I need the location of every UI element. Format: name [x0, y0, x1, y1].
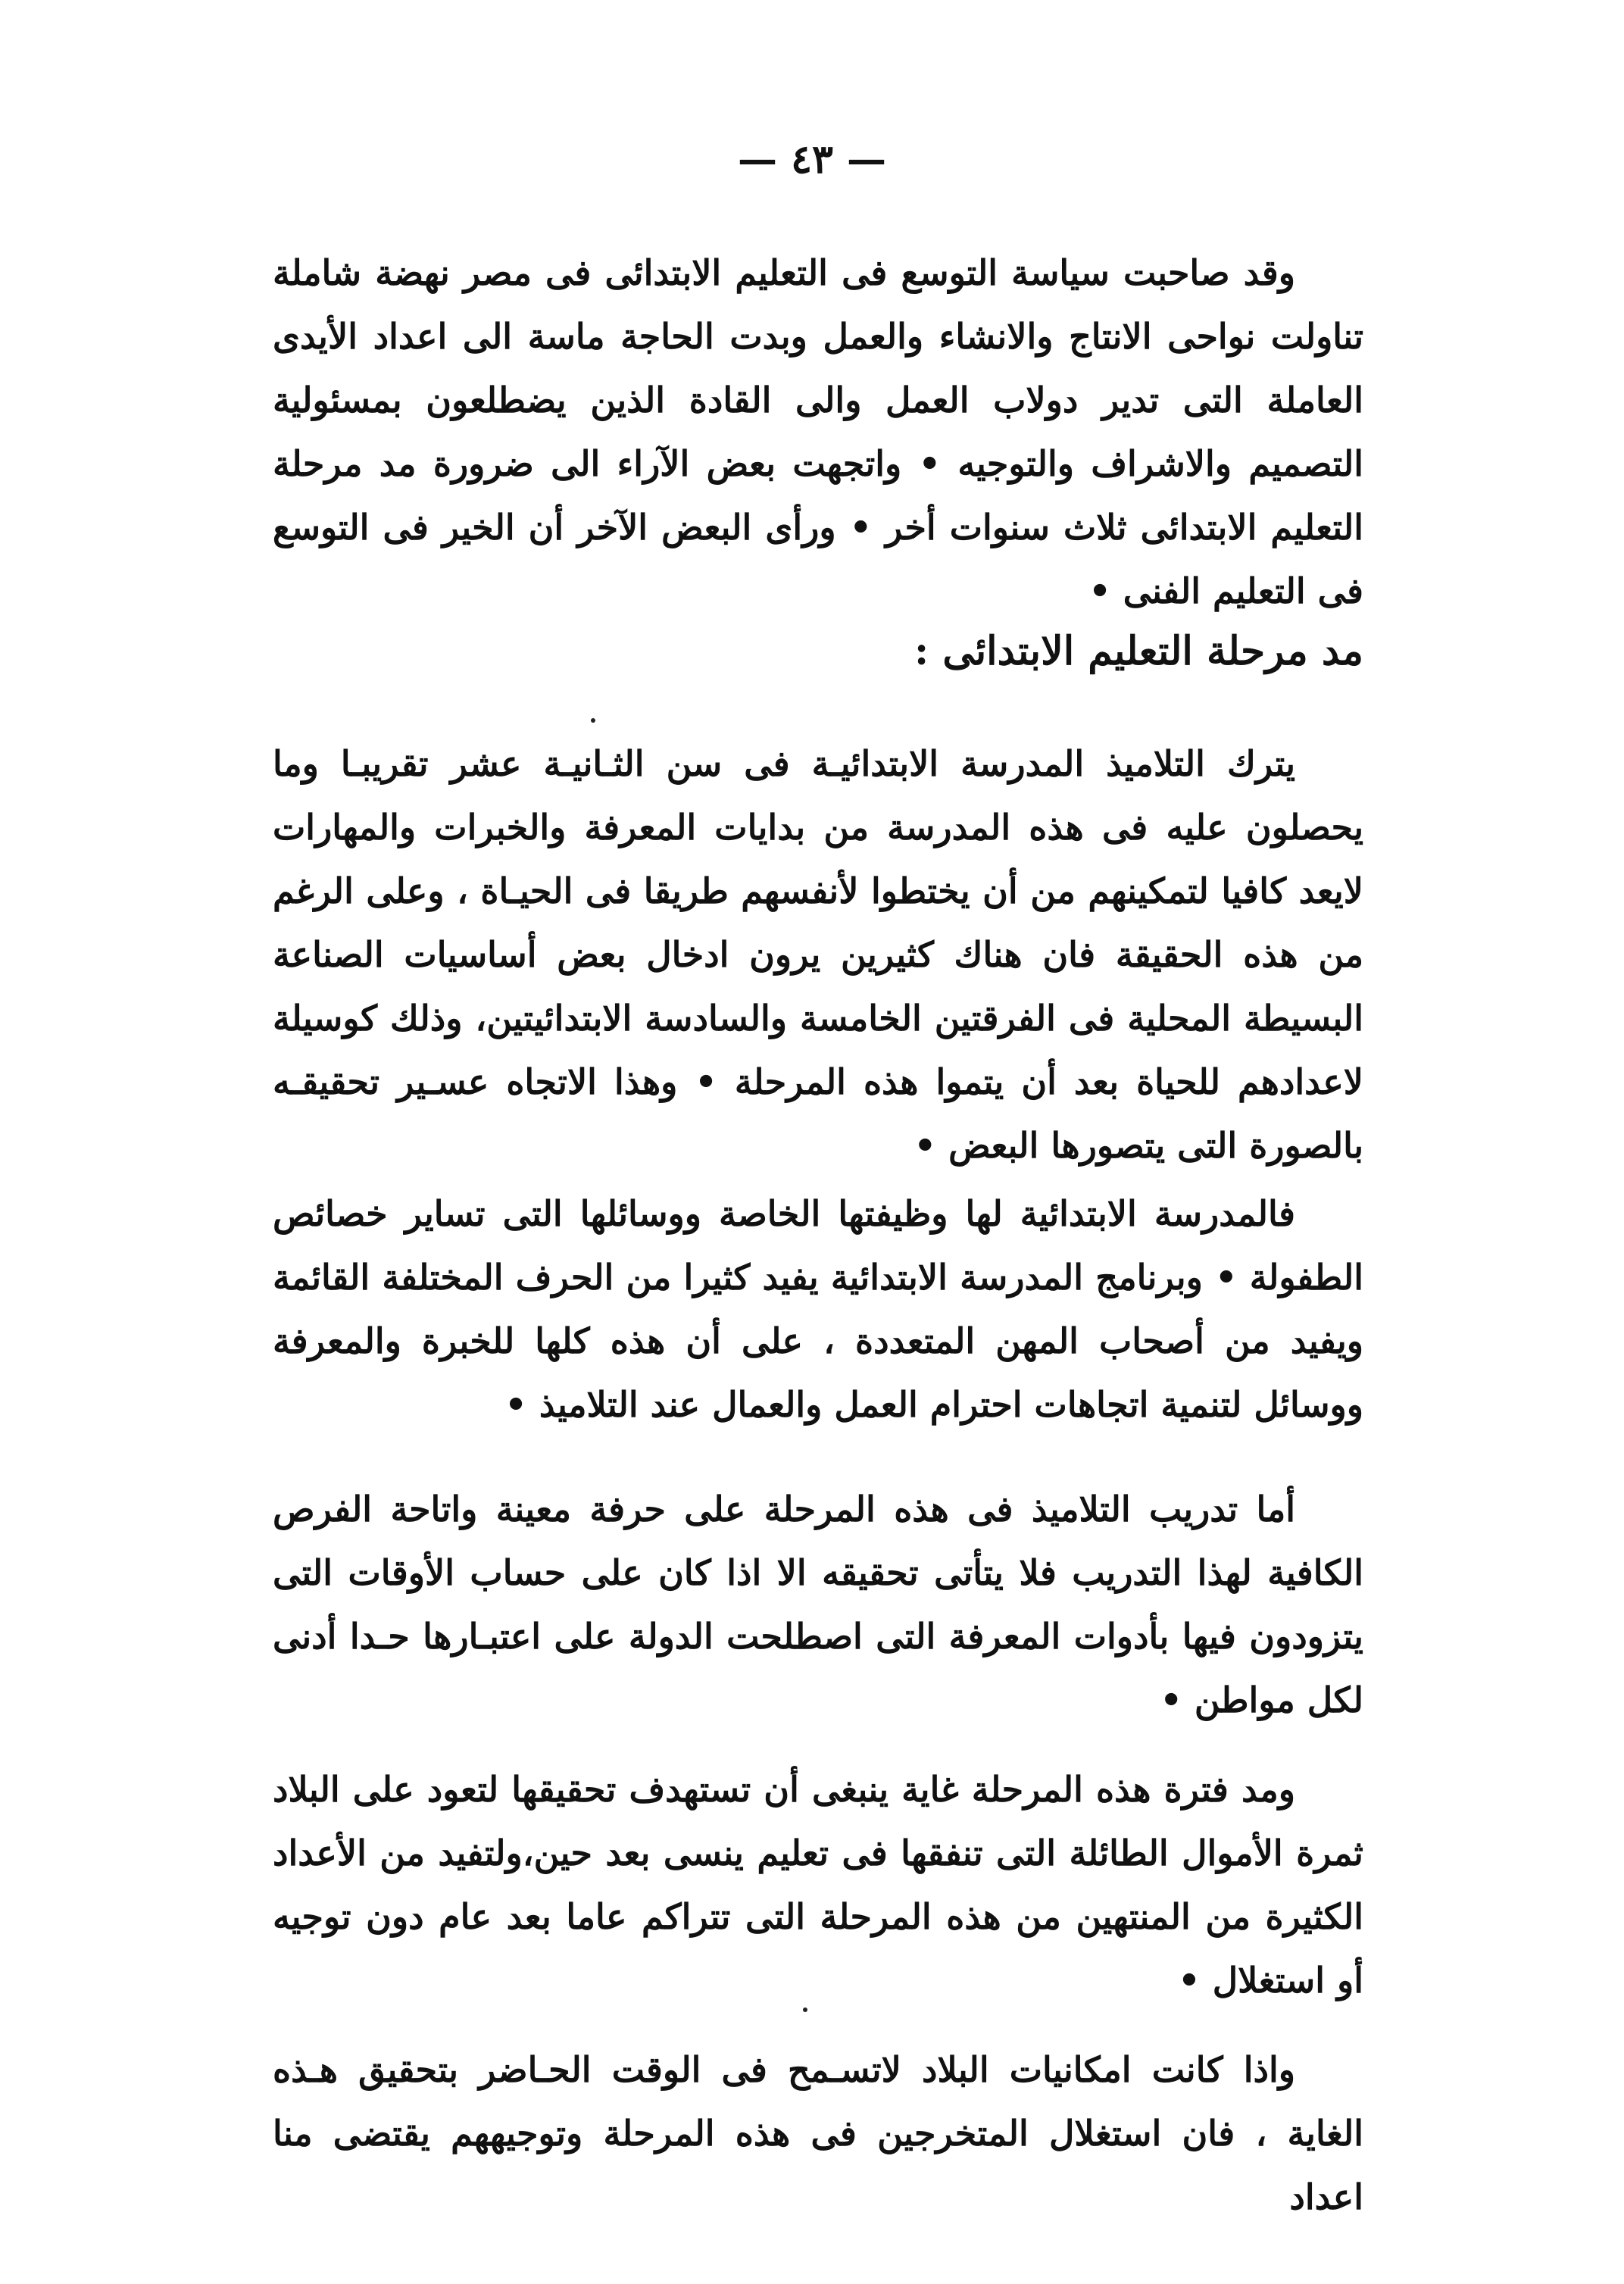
scan-speck: [591, 718, 595, 723]
paragraph-2: [273, 732, 1363, 1177]
paragraph-5-text: ومد فترة هذه المرحلة غاية ينبغى أن تستهدف تحقيقها لتعود على البلاد ثمرة الأموال الطائلة التى تنفقها فى تعليم ينسى بعد حين،ولتفيد من الأعداد الكثيرة من المنتهين من هذه المرحلة التى تتراكم عاما بعد عام دون توجيه أو استغلال •: [273, 1769, 1363, 2001]
paragraph-1: [273, 241, 1363, 623]
paragraph-6-text: واذا كانت امكانيات البلاد لاتسـمح فى الوقت الحـاضر بتحقيق هـذه الغاية ، فان استغلال المتخرجين فى هذه المرحلة وتوجيههم يقتضى منا اعداد: [273, 2049, 1363, 2217]
section-heading: مد مرحلة التعليم الابتدائى :: [914, 628, 1363, 674]
paragraph-4-text: أما تدريب التلاميذ فى هذه المرحلة على حرفة معينة واتاحة الفرص الكافية لهذا التدريب فلا يتأتى تحقيقه الا اذا كان على حساب الأوقات التى يتزودون فيها بأدوات المعرفة التى اصطلحت الدولة على اعتبـارها حـدا أدنى لكل مواطن •: [273, 1489, 1363, 1720]
paragraph-2-text: يترك التلاميذ المدرسة الابتدائيـة فى سن الثـانيـة عشر تقريبـا وما يحصلون عليه فى هذه المدرسة من بدايات المعرفة والخبرات والمهارات لايعد كافيا لتمكينهم من أن يختطوا لأنفسهم طريقا فى الحيـاة ، وعلى الرغم من هذه الحقيقة فان هناك كثيرين يرون ادخال بعض أساسيات الصناعة البسيطة المحلية فى الفرقتين الخامسة والسادسة الابتدائيتين، وذلك كوسيلة لاعدادهم للحياة بعد أن يتموا هذه المرحلة • وهذا الاتجاه عسـير تحقيقـه بالصورة التى يتصورها البعض •: [273, 743, 1363, 1166]
scan-speck: [803, 2007, 807, 2012]
page-number: — ٤٣ —: [737, 136, 887, 183]
paragraph-3: [273, 1182, 1363, 1436]
paragraph-5: [273, 1758, 1363, 2012]
paragraph-1-text: وقد صاحبت سياسة التوسع فى التعليم الابتدائى فى مصر نهضة شاملة تناولت نواحى الانتاج والانشاء والعمل وبدت الحاجة ماسة الى اعداد الأيدى العاملة التى تدير دولاب العمل والى القادة الذين يضطلعون بمسئولية التصميم والاشراف والتوجيه • واتجهت بعض الآراء الى ضرورة مد مرحلة التعليم الابتدائى ثلاث سنوات أخر • ورأى البعض الآخر أن الخير فى التوسع فى التعليم الفنى •: [273, 252, 1363, 611]
paragraph-6: [273, 2038, 1363, 2229]
paragraph-3-text: فالمدرسة الابتدائية لها وظيفتها الخاصة ووسائلها التى تساير خصائص الطفولة • وبرنامج المدرسة الابتدائية يفيد كثيرا من الحرف المختلفة القائمة ويفيد من أصحاب المهن المتعددة ، على أن هذه كلها للخبرة والمعرفة ووسائل لتنمية اتجاهات احترام العمل والعمال عند التلاميذ •: [273, 1193, 1363, 1425]
paragraph-4: [273, 1477, 1363, 1732]
